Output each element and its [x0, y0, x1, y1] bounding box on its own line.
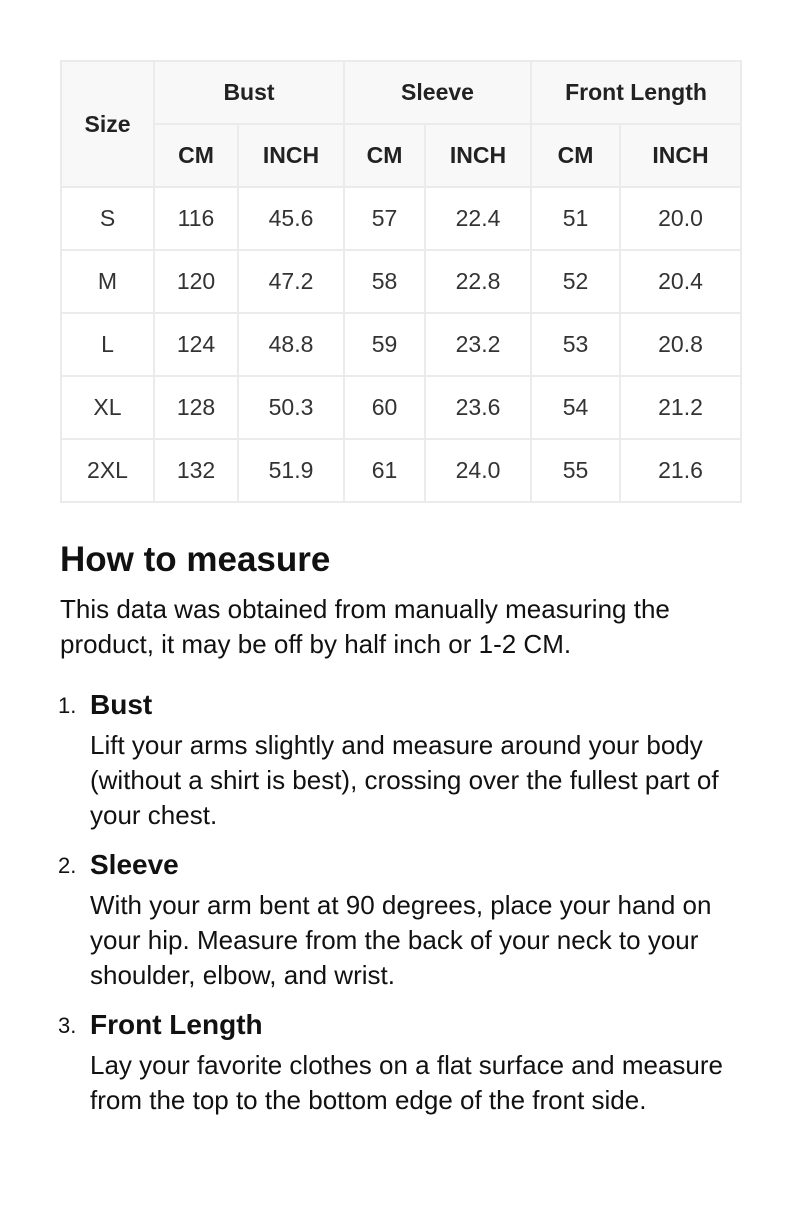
table-cell: 116: [154, 187, 238, 250]
table-cell: 128: [154, 376, 238, 439]
step-description: Lay your favorite clothes on a flat surface and measure from the top to the bottom edge of the front side.: [90, 1050, 724, 1115]
unit-header: CM: [344, 124, 425, 187]
table-cell: 60: [344, 376, 425, 439]
table-cell: 22.4: [425, 187, 531, 250]
table-cell: 58: [344, 250, 425, 313]
table-cell: 23.2: [425, 313, 531, 376]
measure-step-bust: [60, 685, 750, 833]
table-cell: 20.4: [620, 250, 741, 313]
unit-header: INCH: [238, 124, 344, 187]
size-column-header: Size: [61, 61, 154, 187]
table-cell: 21.6: [620, 439, 741, 502]
table-row: [61, 376, 741, 439]
table-cell: 53: [531, 313, 620, 376]
step-number: 2.: [58, 853, 77, 878]
measure-intro-text: This data was obtained from manually measuring the product, it may be off by half inch or 1-2 CM.: [60, 594, 670, 659]
how-to-measure-section: [60, 538, 750, 1130]
table-cell: 45.6: [238, 187, 344, 250]
table-cell: 132: [154, 439, 238, 502]
table-cell: 48.8: [238, 313, 344, 376]
table-cell: 22.8: [425, 250, 531, 313]
table-cell: 20.0: [620, 187, 741, 250]
size-cell: XL: [61, 376, 154, 439]
table-row: [61, 439, 741, 502]
size-chart-table: [60, 60, 742, 503]
sleeve-group-header: Sleeve: [344, 61, 531, 124]
table-cell: 54: [531, 376, 620, 439]
unit-header: INCH: [620, 124, 741, 187]
size-cell: S: [61, 187, 154, 250]
table-cell: 47.2: [238, 250, 344, 313]
table-cell: 52: [531, 250, 620, 313]
table-row: [61, 250, 741, 313]
step-number: 3.: [58, 1013, 77, 1038]
step-description: With your arm bent at 90 degrees, place your hand on your hip. Measure from the back of your neck to your shoulder, elbow, and wrist.: [90, 890, 712, 990]
unit-header: INCH: [425, 124, 531, 187]
step-title: Sleeve: [90, 849, 179, 880]
size-cell: L: [61, 313, 154, 376]
table-cell: 51.9: [238, 439, 344, 502]
step-number: 1.: [58, 693, 77, 718]
table-cell: 23.6: [425, 376, 531, 439]
unit-header: CM: [531, 124, 620, 187]
size-cell: 2XL: [61, 439, 154, 502]
size-cell: M: [61, 250, 154, 313]
step-title: Bust: [90, 689, 153, 720]
table-cell: 50.3: [238, 376, 344, 439]
table-cell: 120: [154, 250, 238, 313]
measure-step-sleeve: [60, 845, 750, 993]
table-cell: 51: [531, 187, 620, 250]
table-cell: 57: [344, 187, 425, 250]
unit-header: CM: [154, 124, 238, 187]
table-cell: 55: [531, 439, 620, 502]
table-cell: 24.0: [425, 439, 531, 502]
table-cell: 20.8: [620, 313, 741, 376]
table-row: [61, 187, 741, 250]
table-cell: 61: [344, 439, 425, 502]
front-length-group-header: Front Length: [531, 61, 741, 124]
table-cell: 124: [154, 313, 238, 376]
measure-step-front-length: [60, 1005, 750, 1118]
table-cell: 21.2: [620, 376, 741, 439]
table-cell: 59: [344, 313, 425, 376]
measure-steps-list: [60, 685, 750, 1118]
step-title: Front Length: [90, 1009, 263, 1040]
how-to-measure-heading: How to measure: [60, 540, 331, 579]
table-row: [61, 313, 741, 376]
table-unit-row: [61, 124, 741, 187]
step-description: Lift your arms slightly and measure around your body (without a shirt is best), crossing over the fullest part of your chest.: [90, 730, 719, 830]
bust-group-header: Bust: [154, 61, 344, 124]
table-header-row: [61, 61, 741, 124]
